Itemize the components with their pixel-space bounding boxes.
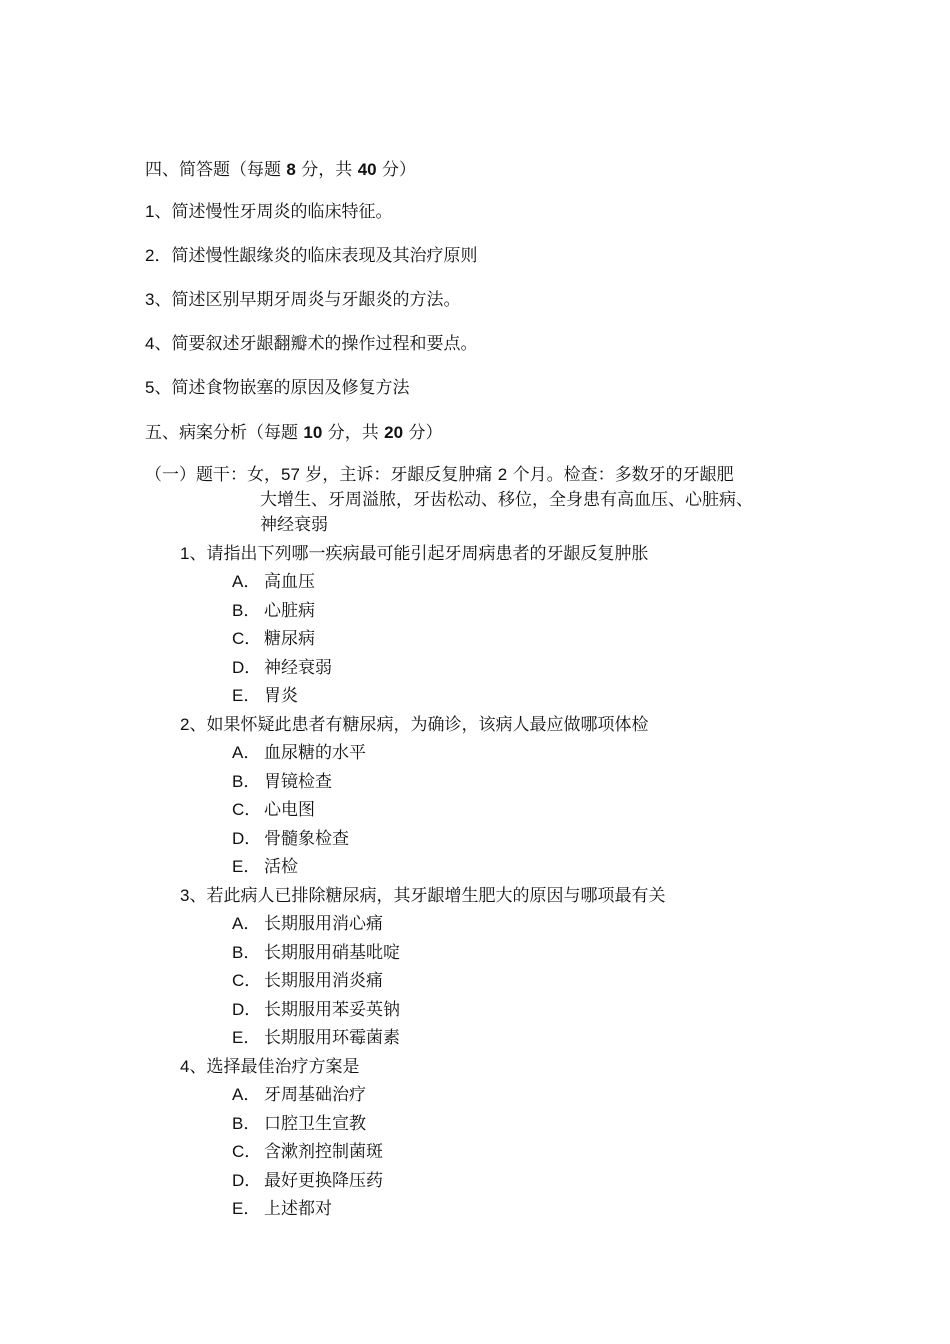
- option-text: 长期服用消炎痛: [264, 971, 383, 991]
- option-letter: E．: [232, 1199, 261, 1218]
- option-text: 心电图: [264, 800, 315, 820]
- q4-option-d: [232, 1169, 383, 1193]
- option-text: 含漱剂控制菌斑: [264, 1142, 383, 1162]
- section-4-per-score: 8: [286, 160, 296, 179]
- question-text: 如果怀疑此患者有糖尿病，为确诊，该病人最应做哪项体检: [206, 715, 649, 735]
- option-letter: B．: [232, 1114, 261, 1133]
- q3-option-e: [232, 1026, 400, 1050]
- case-stem-pre: （一）题干：女，: [145, 465, 281, 485]
- option-text: 糖尿病: [264, 629, 315, 649]
- question-number: 4、: [145, 334, 172, 353]
- section-4-title-post: 分）: [382, 160, 417, 180]
- section-5-title-post: 分）: [408, 423, 443, 443]
- q1-option-d: [232, 656, 332, 680]
- question-number: 5、: [145, 378, 172, 397]
- section-5-total-score: 20: [384, 423, 404, 442]
- question-number: 1、: [145, 202, 172, 221]
- question-text: 简述慢性龈缘炎的临床表现及其治疗原则: [171, 246, 478, 266]
- option-letter: C．: [232, 971, 262, 990]
- option-letter: B．: [232, 772, 261, 791]
- option-text: 长期服用硝基吡啶: [264, 943, 400, 963]
- case-question-2: [180, 713, 648, 737]
- option-letter: C．: [232, 629, 262, 648]
- question-number: 4、: [180, 1057, 207, 1076]
- option-text: 长期服用苯妥英钠: [264, 1000, 400, 1020]
- option-letter: B．: [232, 943, 261, 962]
- section-4-title-pre: 四、简答题（每题: [145, 160, 281, 180]
- question-text: 若此病人已排除糖尿病，其牙龈增生肥大的原因与哪项最有关: [206, 886, 666, 906]
- q2-option-d: [232, 827, 349, 851]
- option-letter: A．: [232, 743, 261, 762]
- q3-option-a: [232, 912, 383, 936]
- section-5-heading: [145, 421, 442, 445]
- option-text: 口腔卫生宣教: [264, 1114, 366, 1134]
- option-text: 最好更换降压药: [264, 1171, 383, 1191]
- option-letter: B．: [232, 601, 261, 620]
- question-number: 3、: [145, 290, 172, 309]
- case-stem-line-1: [145, 463, 734, 487]
- question-text: 简述食物嵌塞的原因及修复方法: [171, 378, 410, 398]
- option-letter: D．: [232, 658, 262, 677]
- option-text: 心脏病: [264, 601, 315, 621]
- option-text: 活检: [264, 857, 298, 877]
- short-answer-question-5: [145, 376, 409, 400]
- question-text: 简要叙述牙龈翻瓣术的操作过程和要点。: [171, 334, 478, 354]
- q3-option-c: [232, 969, 383, 993]
- option-text: 上述都对: [264, 1199, 332, 1219]
- q2-option-a: [232, 741, 366, 765]
- option-letter: C．: [232, 1142, 262, 1161]
- question-text: 简述区别早期牙周炎与牙龈炎的方法。: [171, 290, 461, 310]
- q1-option-b: [232, 599, 315, 623]
- section-4-total-score: 40: [357, 160, 377, 179]
- short-answer-question-3: [145, 288, 460, 312]
- question-number: 2．: [145, 246, 172, 265]
- case-question-4: [180, 1055, 359, 1079]
- short-answer-question-2: [145, 244, 477, 268]
- q1-option-c: [232, 627, 315, 651]
- q3-option-d: [232, 998, 400, 1022]
- option-letter: E．: [232, 857, 261, 876]
- question-text: 请指出下列哪一疾病最可能引起牙周病患者的牙龈反复肿胀: [206, 544, 649, 564]
- option-text: 神经衰弱: [264, 658, 332, 678]
- q3-option-b: [232, 941, 400, 965]
- option-text: 长期服用环霉菌素: [264, 1028, 400, 1048]
- option-letter: D．: [232, 829, 262, 848]
- option-letter: D．: [232, 1171, 262, 1190]
- option-text: 血尿糖的水平: [264, 743, 366, 763]
- q2-option-e: [232, 855, 298, 879]
- case-age: 57: [281, 465, 300, 484]
- case-months: 2: [497, 465, 508, 484]
- option-letter: E．: [232, 686, 261, 705]
- case-stem-line-2: 大增生、牙周溢脓，牙齿松动、移位，全身患有高血压、心脏病、: [260, 490, 753, 510]
- case-stem-post: 个月。检查：多数牙的牙龈肥: [512, 465, 734, 485]
- case-question-3: [180, 884, 665, 908]
- question-number: 1、: [180, 544, 207, 563]
- question-number: 2、: [180, 715, 207, 734]
- question-number: 3、: [180, 886, 207, 905]
- option-text: 高血压: [264, 572, 315, 592]
- question-text: 选择最佳治疗方案是: [206, 1057, 360, 1077]
- q4-option-a: [232, 1083, 366, 1107]
- option-letter: C．: [232, 800, 262, 819]
- section-4-heading: [145, 158, 416, 182]
- option-letter: A．: [232, 572, 261, 591]
- option-letter: D．: [232, 1000, 262, 1019]
- short-answer-question-4: [145, 332, 477, 356]
- section-5-title-mid: 分，共: [327, 423, 379, 443]
- option-letter: A．: [232, 914, 261, 933]
- q4-option-b: [232, 1112, 366, 1136]
- option-text: 胃炎: [264, 686, 298, 706]
- option-letter: E．: [232, 1028, 261, 1047]
- option-letter: A．: [232, 1085, 261, 1104]
- case-stem-line-3: 神经衰弱: [260, 515, 328, 535]
- q4-option-e: [232, 1197, 332, 1221]
- q1-option-a: [232, 570, 315, 594]
- section-5-title-pre: 五、病案分析（每题: [145, 423, 298, 443]
- case-question-1: [180, 542, 648, 566]
- option-text: 胃镜检查: [264, 772, 332, 792]
- q2-option-c: [232, 798, 315, 822]
- case-stem-mid: 岁，主诉：牙龈反复肿痛: [305, 465, 493, 485]
- option-text: 牙周基础治疗: [264, 1085, 366, 1105]
- short-answer-question-1: [145, 200, 392, 224]
- section-4-title-mid: 分，共: [301, 160, 353, 180]
- option-text: 骨髓象检查: [264, 829, 349, 849]
- q1-option-e: [232, 684, 298, 708]
- q2-option-b: [232, 770, 332, 794]
- section-5-per-score: 10: [303, 423, 323, 442]
- q4-option-c: [232, 1140, 383, 1164]
- question-text: 简述慢性牙周炎的临床特征。: [171, 202, 393, 222]
- option-text: 长期服用消心痛: [264, 914, 383, 934]
